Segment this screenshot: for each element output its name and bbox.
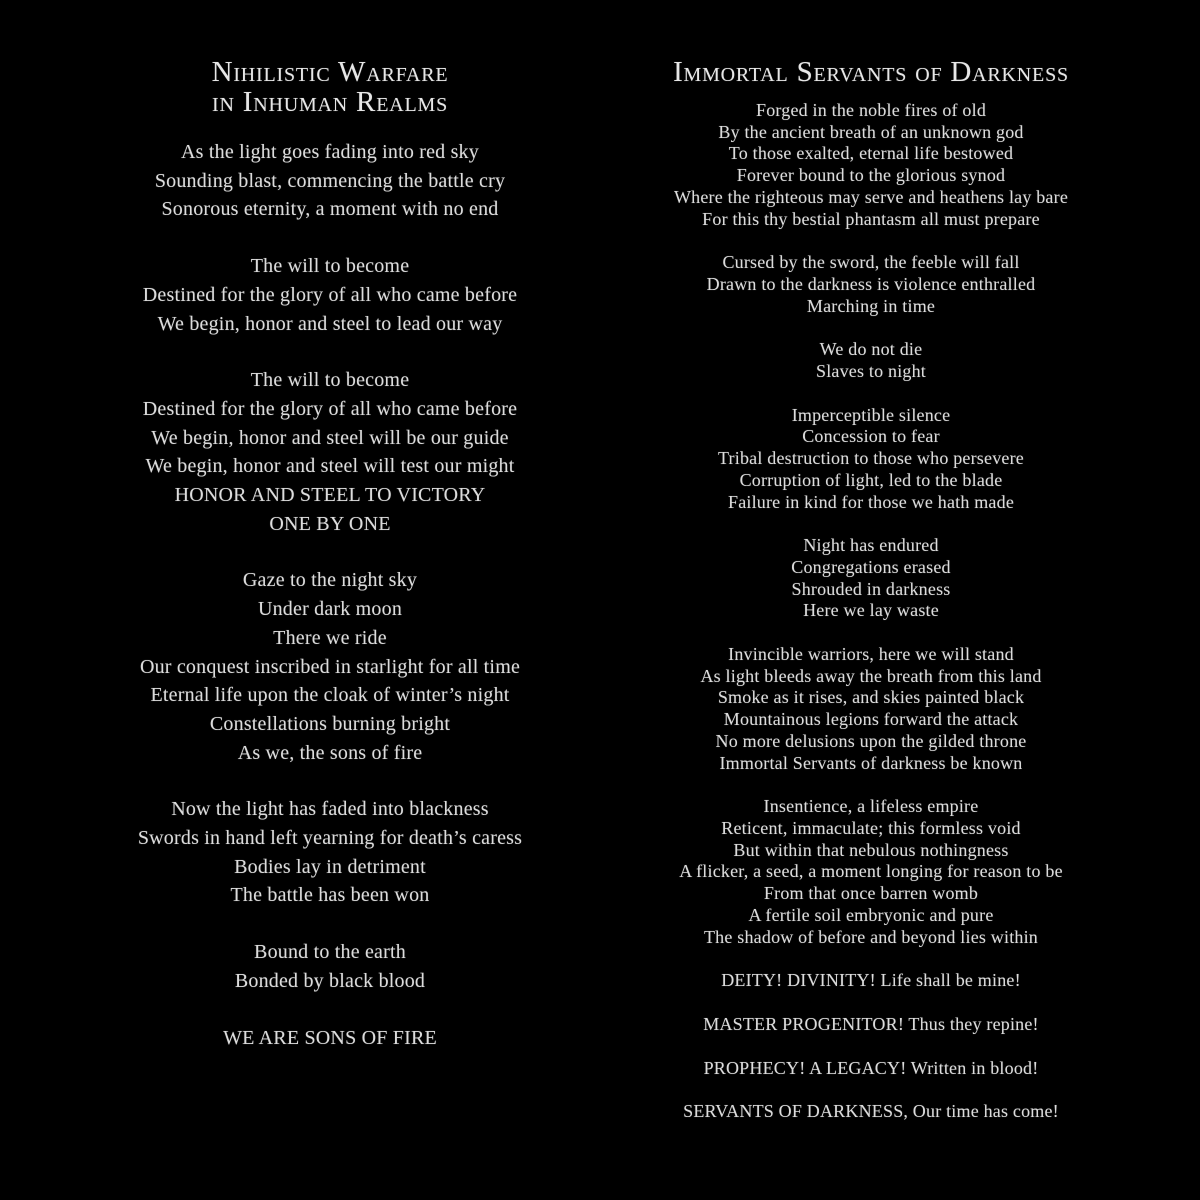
lyric-line: MASTER PROGENITOR! Thus they repine!	[703, 1013, 1039, 1034]
lyric-line: The battle has been won	[230, 884, 430, 907]
stanza	[622, 1101, 1120, 1123]
lyric-line: Concession to fear	[802, 426, 940, 447]
lyric-line: Tribal destruction to those who persevere	[718, 448, 1024, 469]
lyric-line: But within that nebulous nothingness	[733, 839, 1009, 860]
lyric-line: Shrouded in darkness	[791, 578, 951, 599]
lyric-line: Destined for the glory of all who came before	[142, 397, 518, 420]
lyric-line: No more delusions upon the gilded throne	[715, 730, 1027, 751]
lyric-line: Smoke as it rises, and skies painted black	[717, 687, 1025, 708]
lyric-line: For this thy bestial phantasm all must prepare	[702, 208, 1040, 229]
lyric-line: Invincible warriors, here we will stand	[728, 644, 1014, 665]
stanza	[622, 1058, 1120, 1080]
lyric-line: Slaves to night	[816, 361, 926, 382]
lyric-line: As we, the sons of fire	[237, 741, 423, 764]
lyric-line: As the light goes fading into red sky	[181, 141, 479, 163]
lyric-line: We begin, honor and steel to lead our way	[157, 312, 503, 335]
lyric-line: Reticent, immaculate; this formless void	[721, 817, 1021, 838]
lyric-line: WE ARE SONS OF FIRE	[223, 1026, 437, 1049]
lyric-line: Where the righteous may serve and heathens lay bare	[673, 186, 1069, 207]
song-title-line: in Inhuman Realms	[212, 86, 448, 118]
lyrics-stanzas-right	[622, 100, 1120, 1123]
lyric-line: Night has endured	[803, 535, 939, 556]
stanza	[40, 566, 620, 767]
lyric-line: Here we lay waste	[803, 600, 939, 621]
stanza	[622, 644, 1120, 774]
song-title-left	[40, 57, 620, 117]
lyric-line: Immortal Servants of darkness be known	[719, 752, 1023, 773]
stanza	[622, 405, 1120, 514]
stanza	[622, 796, 1120, 948]
lyric-line: Congregations erased	[791, 556, 951, 577]
lyric-line: The will to become	[250, 369, 410, 392]
lyric-line: As light bleeds away the breath from this land	[700, 665, 1042, 686]
lyric-line: Destined for the glory of all who came before	[142, 283, 518, 306]
lyrics-column-right	[622, 57, 1120, 1123]
lyric-line: By the ancient breath of an unknown god	[718, 121, 1024, 142]
lyric-line: ONE BY ONE	[269, 512, 391, 535]
song-title-line: Nihilistic Warfare	[211, 56, 449, 88]
lyric-line: Under dark moon	[257, 598, 403, 621]
stanza	[40, 366, 620, 538]
lyric-line: Bonded by black blood	[234, 969, 426, 992]
stanza	[40, 138, 620, 224]
stanza	[622, 339, 1120, 382]
lyric-line: We begin, honor and steel will test our might	[145, 455, 515, 478]
lyric-line: Failure in kind for those we hath made	[727, 491, 1015, 512]
lyric-line: Forever bound to the glorious synod	[736, 165, 1006, 186]
stanza	[622, 535, 1120, 622]
lyric-line: DEITY! DIVINITY! Life shall be mine!	[721, 970, 1021, 991]
lyric-line: Bound to the earth	[254, 941, 406, 964]
lyric-line: Mountainous legions forward the attack	[723, 709, 1019, 730]
lyric-line: Forged in the noble fires of old	[755, 100, 987, 120]
lyric-line: Insentience, a lifeless empire	[763, 796, 979, 817]
lyric-line: The will to become	[250, 255, 410, 278]
lyric-line: Bodies lay in detriment	[234, 855, 426, 878]
lyric-line: Eternal life upon the cloak of winter’s night	[150, 684, 510, 707]
lyric-line: HONOR AND STEEL TO VICTORY	[174, 484, 486, 507]
lyric-line: A flicker, a seed, a moment longing for reason to be	[679, 861, 1063, 882]
stanza	[40, 252, 620, 338]
stanza	[40, 1024, 620, 1053]
lyric-line: We begin, honor and steel will be our guide	[151, 426, 509, 449]
lyric-line: To those exalted, eternal life bestowed	[728, 143, 1014, 164]
song-title-right	[622, 57, 1120, 87]
lyric-line: Now the light has faded into blackness	[171, 798, 489, 821]
stanza	[40, 795, 620, 910]
stanza	[622, 252, 1120, 317]
lyric-line: Our conquest inscribed in starlight for all time	[139, 655, 521, 678]
lyric-line: Drawn to the darkness is violence enthralled	[706, 273, 1036, 294]
stanza	[622, 970, 1120, 992]
lyric-line: We do not die	[819, 339, 923, 360]
lyric-line: Constellations burning bright	[209, 712, 451, 735]
lyric-line: Imperceptible silence	[791, 404, 951, 425]
lyric-line: Corruption of light, led to the blade	[739, 469, 1003, 490]
lyric-line: PROPHECY! A LEGACY! Written in blood!	[703, 1057, 1039, 1078]
song-title-line: Immortal Servants of Darkness	[673, 56, 1069, 88]
lyric-line: There we ride	[273, 626, 387, 649]
lyric-line: Sonorous eternity, a moment with no end	[161, 198, 499, 221]
lyric-line: SERVANTS OF DARKNESS, Our time has come!	[683, 1101, 1059, 1122]
lyric-line: Swords in hand left yearning for death’s caress	[137, 827, 523, 850]
lyric-line: Cursed by the sword, the feeble will fall	[722, 252, 1020, 273]
stanza	[622, 100, 1120, 230]
lyrics-stanzas-left	[40, 138, 620, 1052]
stanza	[622, 1014, 1120, 1036]
stanza	[40, 938, 620, 995]
lyrics-column-left	[40, 57, 620, 1052]
lyric-line: Sounding blast, commencing the battle cry	[154, 169, 506, 192]
lyric-line: From that once barren womb	[763, 883, 979, 904]
lyric-line: Gaze to the night sky	[242, 569, 418, 592]
lyric-line: Marching in time	[806, 295, 936, 316]
lyric-line: A fertile soil embryonic and pure	[748, 904, 994, 925]
lyric-line: The shadow of before and beyond lies within	[703, 926, 1038, 947]
